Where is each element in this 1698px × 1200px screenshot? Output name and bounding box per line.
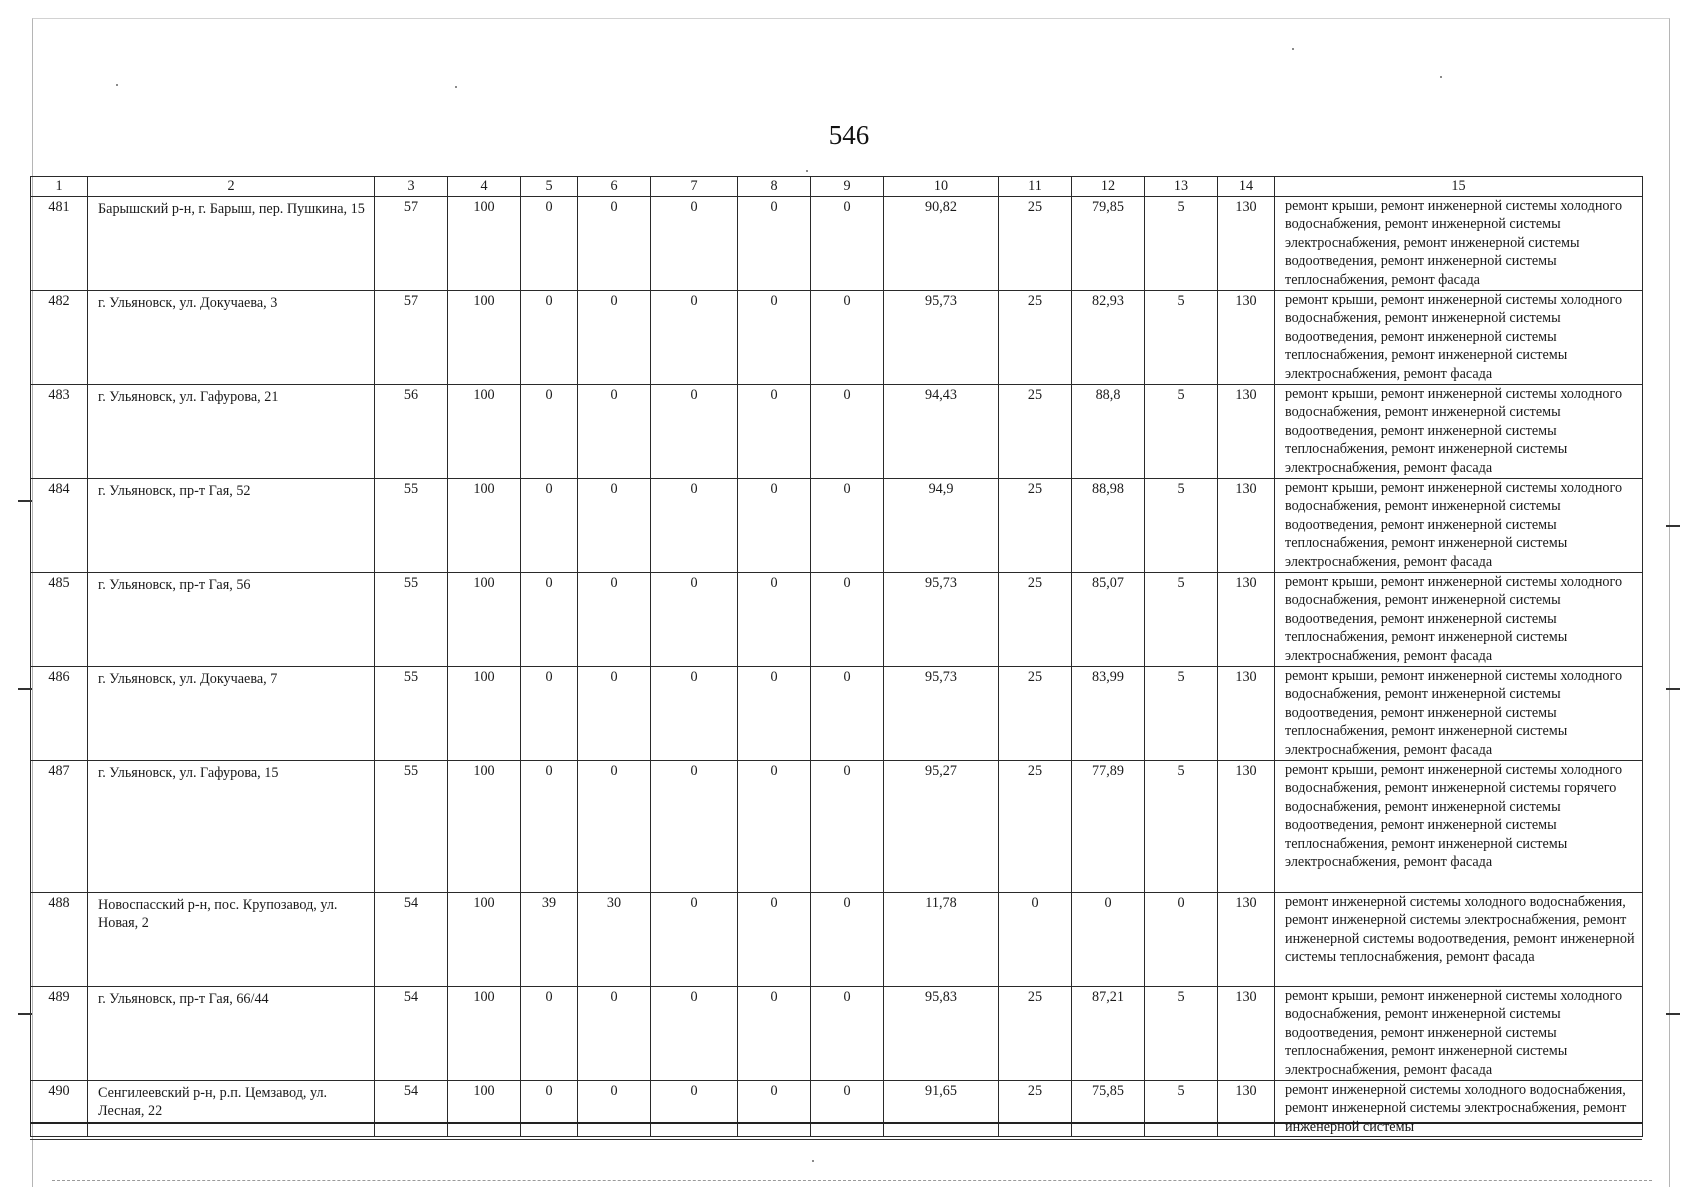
value-cell-col-4: 100 [448, 385, 521, 479]
value-cell-col-6: 0 [578, 573, 651, 667]
value-cell-col-12: 88,98 [1072, 479, 1145, 573]
value-cell-col-4: 100 [448, 667, 521, 761]
column-header: 8 [738, 177, 811, 197]
row-number-cell: 482 [31, 291, 88, 385]
value-cell-col-14: 130 [1218, 291, 1275, 385]
value-cell-col-9: 0 [811, 197, 884, 291]
value-cell-col-6: 0 [578, 479, 651, 573]
value-cell-col-13: 0 [1145, 893, 1218, 987]
value-cell-col-3: 56 [375, 385, 448, 479]
page-number: 546 [828, 120, 870, 150]
value-cell-col-5: 0 [521, 479, 578, 573]
value-cell-col-10: 95,73 [884, 291, 999, 385]
value-cell-col-6: 0 [578, 385, 651, 479]
value-cell-col-12: 88,8 [1072, 385, 1145, 479]
column-header: 1 [31, 177, 88, 197]
scan-speck [1440, 76, 1442, 78]
table-row [31, 291, 1643, 385]
value-cell-col-5: 0 [521, 667, 578, 761]
value-cell-col-8: 0 [738, 987, 811, 1081]
table-row [31, 667, 1643, 761]
scan-edge-mark [18, 1013, 32, 1015]
value-cell-col-8: 0 [738, 573, 811, 667]
value-cell-col-12: 83,99 [1072, 667, 1145, 761]
works-cell: ремонт крыши, ремонт инженерной системы холодного водоснабжения, ремонт инженерной системы водоотведения, ремонт инженерной системы теплоснабжения, ремонт инженерной системы электроснабжения, ремонт фасада [1275, 291, 1643, 385]
value-cell-col-3: 55 [375, 667, 448, 761]
value-cell-col-9: 0 [811, 479, 884, 573]
table-row [31, 761, 1643, 893]
works-cell: ремонт крыши, ремонт инженерной системы холодного водоснабжения, ремонт инженерной системы электроснабжения, ремонт инженерной системы водоотведения, ремонт инженерной системы теплоснабжения, ремонт фасада [1275, 197, 1643, 291]
value-cell-col-14: 130 [1218, 1081, 1275, 1137]
scan-edge-mark [1666, 688, 1680, 690]
address-cell: г. Ульяновск, пр-т Гая, 52 [88, 479, 375, 573]
column-header: 7 [651, 177, 738, 197]
value-cell-col-6: 0 [578, 291, 651, 385]
value-cell-col-13: 5 [1145, 573, 1218, 667]
column-header: 5 [521, 177, 578, 197]
works-cell: ремонт инженерной системы холодного водоснабжения, ремонт инженерной системы электроснабжения, ремонт инженерной системы водоотведения, ремонт инженерной системы теплоснабжения, ремонт фасада [1275, 893, 1643, 987]
value-cell-col-3: 55 [375, 573, 448, 667]
value-cell-col-5: 0 [521, 291, 578, 385]
value-cell-col-3: 54 [375, 893, 448, 987]
address-cell: г. Ульяновск, ул. Докучаева, 3 [88, 291, 375, 385]
scan-speck [806, 170, 808, 172]
value-cell-col-14: 130 [1218, 667, 1275, 761]
value-cell-col-14: 130 [1218, 197, 1275, 291]
value-cell-col-8: 0 [738, 1081, 811, 1137]
value-cell-col-3: 54 [375, 1081, 448, 1137]
scan-speck [116, 84, 118, 86]
row-number-cell: 485 [31, 573, 88, 667]
column-header: 9 [811, 177, 884, 197]
table-row [31, 573, 1643, 667]
value-cell-col-11: 0 [999, 893, 1072, 987]
value-cell-col-7: 0 [651, 893, 738, 987]
row-number-cell: 489 [31, 987, 88, 1081]
scan-edge-mark [18, 500, 32, 502]
value-cell-col-13: 5 [1145, 197, 1218, 291]
value-cell-col-10: 11,78 [884, 893, 999, 987]
value-cell-col-11: 25 [999, 1081, 1072, 1137]
address-cell: г. Ульяновск, ул. Гафурова, 15 [88, 761, 375, 893]
value-cell-col-12: 87,21 [1072, 987, 1145, 1081]
value-cell-col-9: 0 [811, 573, 884, 667]
column-header: 13 [1145, 177, 1218, 197]
row-number-cell: 483 [31, 385, 88, 479]
value-cell-col-13: 5 [1145, 385, 1218, 479]
value-cell-col-4: 100 [448, 893, 521, 987]
value-cell-col-4: 100 [448, 573, 521, 667]
value-cell-col-13: 5 [1145, 291, 1218, 385]
value-cell-col-8: 0 [738, 761, 811, 893]
value-cell-col-6: 0 [578, 667, 651, 761]
table-row [31, 385, 1643, 479]
value-cell-col-10: 91,65 [884, 1081, 999, 1137]
value-cell-col-13: 5 [1145, 667, 1218, 761]
value-cell-col-10: 90,82 [884, 197, 999, 291]
value-cell-col-3: 55 [375, 761, 448, 893]
value-cell-col-11: 25 [999, 987, 1072, 1081]
value-cell-col-4: 100 [448, 197, 521, 291]
scan-dashed-edge [52, 1180, 1652, 1181]
value-cell-col-14: 130 [1218, 761, 1275, 893]
value-cell-col-3: 57 [375, 197, 448, 291]
value-cell-col-7: 0 [651, 1081, 738, 1137]
value-cell-col-10: 95,73 [884, 573, 999, 667]
value-cell-col-5: 0 [521, 987, 578, 1081]
address-cell: Новоспасский р-н, пос. Крупозавод, ул. Новая, 2 [88, 893, 375, 987]
value-cell-col-9: 0 [811, 1081, 884, 1137]
value-cell-col-9: 0 [811, 761, 884, 893]
table-body [31, 197, 1643, 1137]
works-cell: ремонт крыши, ремонт инженерной системы холодного водоснабжения, ремонт инженерной системы водоотведения, ремонт инженерной системы теплоснабжения, ремонт инженерной системы электроснабжения, ремонт фасада [1275, 667, 1643, 761]
value-cell-col-3: 54 [375, 987, 448, 1081]
address-cell: г. Ульяновск, пр-т Гая, 56 [88, 573, 375, 667]
value-cell-col-10: 94,43 [884, 385, 999, 479]
table-row [31, 893, 1643, 987]
value-cell-col-6: 0 [578, 987, 651, 1081]
value-cell-col-13: 5 [1145, 479, 1218, 573]
value-cell-col-5: 0 [521, 573, 578, 667]
value-cell-col-12: 75,85 [1072, 1081, 1145, 1137]
value-cell-col-8: 0 [738, 291, 811, 385]
scan-edge-mark [1666, 525, 1680, 527]
table-bottom-rule-secondary [30, 1139, 1642, 1140]
works-cell: ремонт крыши, ремонт инженерной системы холодного водоснабжения, ремонт инженерной системы водоотведения, ремонт инженерной системы теплоснабжения, ремонт инженерной системы электроснабжения, ремонт фасада [1275, 385, 1643, 479]
value-cell-col-9: 0 [811, 385, 884, 479]
value-cell-col-8: 0 [738, 197, 811, 291]
value-cell-col-12: 0 [1072, 893, 1145, 987]
value-cell-col-5: 0 [521, 1081, 578, 1137]
column-header: 4 [448, 177, 521, 197]
table-row [31, 1081, 1643, 1137]
value-cell-col-8: 0 [738, 893, 811, 987]
value-cell-col-9: 0 [811, 893, 884, 987]
scan-edge-mark [18, 688, 32, 690]
value-cell-col-11: 25 [999, 479, 1072, 573]
column-header: 2 [88, 177, 375, 197]
value-cell-col-11: 25 [999, 385, 1072, 479]
value-cell-col-5: 0 [521, 761, 578, 893]
value-cell-col-10: 95,27 [884, 761, 999, 893]
value-cell-col-14: 130 [1218, 385, 1275, 479]
scan-speck [1292, 48, 1294, 50]
value-cell-col-7: 0 [651, 573, 738, 667]
value-cell-col-6: 0 [578, 197, 651, 291]
works-cell: ремонт крыши, ремонт инженерной системы холодного водоснабжения, ремонт инженерной системы водоотведения, ремонт инженерной системы теплоснабжения, ремонт инженерной системы электроснабжения, ремонт фасада [1275, 479, 1643, 573]
column-header: 14 [1218, 177, 1275, 197]
value-cell-col-7: 0 [651, 197, 738, 291]
value-cell-col-8: 0 [738, 667, 811, 761]
value-cell-col-12: 85,07 [1072, 573, 1145, 667]
table-row [31, 197, 1643, 291]
value-cell-col-9: 0 [811, 291, 884, 385]
table-row [31, 479, 1643, 573]
row-number-cell: 488 [31, 893, 88, 987]
value-cell-col-4: 100 [448, 987, 521, 1081]
value-cell-col-6: 0 [578, 1081, 651, 1137]
value-cell-col-5: 0 [521, 385, 578, 479]
column-header: 6 [578, 177, 651, 197]
column-header: 15 [1275, 177, 1643, 197]
value-cell-col-6: 30 [578, 893, 651, 987]
value-cell-col-11: 25 [999, 197, 1072, 291]
table-bottom-rule [30, 1122, 1642, 1124]
value-cell-col-13: 5 [1145, 1081, 1218, 1137]
value-cell-col-14: 130 [1218, 987, 1275, 1081]
value-cell-col-4: 100 [448, 761, 521, 893]
value-cell-col-10: 94,9 [884, 479, 999, 573]
value-cell-col-5: 39 [521, 893, 578, 987]
value-cell-col-14: 130 [1218, 573, 1275, 667]
works-cell: ремонт крыши, ремонт инженерной системы холодного водоснабжения, ремонт инженерной системы водоотведения, ремонт инженерной системы теплоснабжения, ремонт инженерной системы электроснабжения, ремонт фасада [1275, 573, 1643, 667]
row-number-cell: 481 [31, 197, 88, 291]
works-cell: ремонт инженерной системы холодного водоснабжения, ремонт инженерной системы электроснабжения, ремонт инженерной системы [1275, 1081, 1643, 1137]
scan-edge-mark [1666, 1013, 1680, 1015]
value-cell-col-13: 5 [1145, 987, 1218, 1081]
value-cell-col-11: 25 [999, 761, 1072, 893]
value-cell-col-9: 0 [811, 667, 884, 761]
value-cell-col-5: 0 [521, 197, 578, 291]
value-cell-col-7: 0 [651, 987, 738, 1081]
address-cell: г. Ульяновск, ул. Докучаева, 7 [88, 667, 375, 761]
value-cell-col-8: 0 [738, 385, 811, 479]
value-cell-col-4: 100 [448, 1081, 521, 1137]
value-cell-col-11: 25 [999, 667, 1072, 761]
value-cell-col-7: 0 [651, 291, 738, 385]
scan-speck [812, 1160, 814, 1162]
column-header: 3 [375, 177, 448, 197]
value-cell-col-12: 82,93 [1072, 291, 1145, 385]
column-header: 10 [884, 177, 999, 197]
column-header: 11 [999, 177, 1072, 197]
value-cell-col-12: 79,85 [1072, 197, 1145, 291]
works-cell: ремонт крыши, ремонт инженерной системы холодного водоснабжения, ремонт инженерной системы горячего водоснабжения, ремонт инженерной системы водоотведения, ремонт инженерной системы теплоснабжения, ремонт инженерной системы электроснабжения, ремонт фасада [1275, 761, 1643, 893]
address-cell: Барышский р-н, г. Барыш, пер. Пушкина, 15 [88, 197, 375, 291]
value-cell-col-11: 25 [999, 291, 1072, 385]
value-cell-col-3: 57 [375, 291, 448, 385]
value-cell-col-7: 0 [651, 667, 738, 761]
table-row [31, 987, 1643, 1081]
value-cell-col-7: 0 [651, 479, 738, 573]
works-cell: ремонт крыши, ремонт инженерной системы холодного водоснабжения, ремонт инженерной системы водоотведения, ремонт инженерной системы теплоснабжения, ремонт инженерной системы электроснабжения, ремонт фасада [1275, 987, 1643, 1081]
row-number-cell: 486 [31, 667, 88, 761]
value-cell-col-11: 25 [999, 573, 1072, 667]
row-number-cell: 484 [31, 479, 88, 573]
address-cell: г. Ульяновск, пр-т Гая, 66/44 [88, 987, 375, 1081]
value-cell-col-14: 130 [1218, 893, 1275, 987]
value-cell-col-7: 0 [651, 761, 738, 893]
repair-program-table [30, 176, 1643, 1137]
address-cell: г. Ульяновск, ул. Гафурова, 21 [88, 385, 375, 479]
value-cell-col-6: 0 [578, 761, 651, 893]
column-header: 12 [1072, 177, 1145, 197]
value-cell-col-12: 77,89 [1072, 761, 1145, 893]
address-cell: Сенгилеевский р-н, р.п. Цемзавод, ул. Лесная, 22 [88, 1081, 375, 1137]
scan-speck [455, 86, 457, 88]
value-cell-col-10: 95,83 [884, 987, 999, 1081]
value-cell-col-9: 0 [811, 987, 884, 1081]
value-cell-col-4: 100 [448, 291, 521, 385]
row-number-cell: 487 [31, 761, 88, 893]
value-cell-col-3: 55 [375, 479, 448, 573]
value-cell-col-10: 95,73 [884, 667, 999, 761]
row-number-cell: 490 [31, 1081, 88, 1137]
value-cell-col-7: 0 [651, 385, 738, 479]
value-cell-col-13: 5 [1145, 761, 1218, 893]
value-cell-col-8: 0 [738, 479, 811, 573]
column-number-row [31, 177, 1643, 197]
value-cell-col-14: 130 [1218, 479, 1275, 573]
value-cell-col-4: 100 [448, 479, 521, 573]
